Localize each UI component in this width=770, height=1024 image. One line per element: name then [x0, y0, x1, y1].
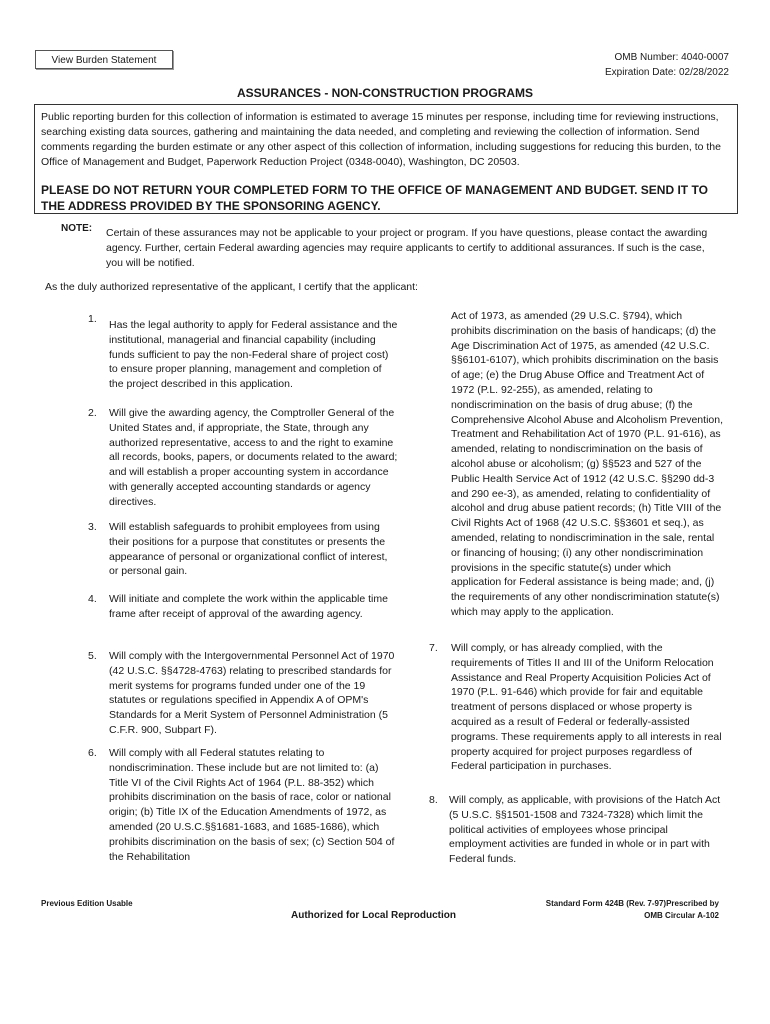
do-not-return-warning: PLEASE DO NOT RETURN YOUR COMPLETED FORM TO THE OFFICE OF MANAGEMENT AND BUDGET. SEND IT TO THE ADDRESS PROVIDED BY THE SPONSORING AGENCY.: [41, 183, 708, 213]
item-number: 3.: [88, 521, 97, 533]
assurance-item-8: Will comply, as applicable, with provisions of the Hatch Act (5 U.S.C. §§1501-1508 and 7324-7328) which limit the political activities of employees whose principal employment activities are funded in whole or in part with Federal funds.: [449, 794, 721, 866]
item-number: 4.: [88, 593, 97, 605]
view-burden-statement-button[interactable]: View Burden Statement: [35, 50, 173, 69]
certify-intro: As the duly authorized representative of the applicant, I certify that the applicant:: [45, 281, 418, 293]
assurance-item-1: Has the legal authority to apply for Federal assistance and the institutional, managerial and financial capability (including funds sufficient to pay the non-Federal share of project cost) to ensure proper planning, management and completion of the project described in this application.: [109, 319, 398, 391]
expiration-date: Expiration Date: 02/28/2022: [605, 67, 729, 78]
form-title: ASSURANCES - NON-CONSTRUCTION PROGRAMS: [236, 86, 533, 100]
burden-statement-text: Public reporting burden for this collection of information is estimated to average 15 minutes per response, including time for reviewing instructions, searching existing data sources, gathering and maintaining the data needed, and completing and reviewing the collection of information. Send comments regarding the burden estimate or any other aspect of this collection of information, including suggestions for reducing this burden, to the Office of Management and Budget, Paperwork Reduction Project (0348-0040), Washington, DC 20503.: [41, 111, 721, 168]
item-number: 2.: [88, 407, 97, 419]
reproduction-note: Authorized for Local Reproduction: [291, 910, 456, 921]
item-number: 1.: [88, 313, 97, 325]
assurance-item-6-continued: Act of 1973, as amended (29 U.S.C. §794), which prohibits discrimination on the basis of handicaps; (d) the Age Discrimination Act of 1975, as amended (42 U.S.C. §§6101-6107), which prohibits discrimination on the basis of age; (e) the Drug Abuse Office and Treatment Act of 1972 (P.L. 92-255), as amended, relating to nondiscrimination on the basis of drug abuse; (f) the Comprehensive Alcohol Abuse and Alcoholism Prevention, Treatment and Rehabilitation Act of 1970 (P.L. 91-616), as amended, relating to nondiscrimination on the basis of alcohol abuse or alcoholism; (g) §§523 and 527 of the Public Health Service Act of 1912 (42 U.S.C. §§290 dd-3 and 290 ee-3), as amended, relating to confidentiality of alcohol and drug abuse patient records; (h) Title VIII of the Civil Rights Act of 1968 (42 U.S.C. §§3601 et seq.), as amended, relating to nondiscrimination in the sale, rental or financing of housing; (i) any other nondiscrimination provisions in the specific statute(s) under which application for Federal assistance is being made; and, (j) the requirements of any other nondiscrimination statute(s) which may apply to the application.: [451, 310, 723, 618]
assurance-item-3: Will establish safeguards to prohibit employees from using their positions for a purpose that constitutes or presents the appearance of personal or organizational conflict of interest, or personal gain.: [109, 521, 388, 578]
form-identifier: Standard Form 424B (Rev. 7-97)Prescribed by OMB Circular A-102: [545, 899, 719, 920]
assurance-item-7: Will comply, or has already complied, with the requirements of Titles II and III of the Uniform Relocation Assistance and Real Property Acquisition Policies Act of 1970 (P.L. 91-646) which provide for fair and equitable treatment of persons displaced or whose property is acquired as a result of Federal or federally-assisted programs. These requirements apply to all interests in real property acquired for project purposes regardless of Federal participation in purchases.: [451, 642, 722, 773]
note-text: Certain of these assurances may not be applicable to your project or program. If you have questions, please contact the awarding agency. Further, certain Federal awarding agencies may require applicants to certify to additional assurances. If such is the case, you will be notified.: [106, 227, 708, 269]
assurance-item-4: Will initiate and complete the work within the applicable time frame after receipt of approval of the awarding agency.: [109, 593, 388, 620]
item-number: 8.: [429, 794, 438, 806]
note-label: NOTE:: [61, 223, 93, 234]
assurance-item-6: Will comply with all Federal statutes relating to nondiscrimination. These include but are not limited to: (a) Title VI of the Civil Rights Act of 1964 (P.L. 88-352) which prohibits discrimination on the basis of race, color or national origin; (b) Title IX of the Education Amendments of 1972, as amended (20 U.S.C.§§1681-1683, and 1685-1686), which prohibits discrimination on the basis of sex; (c) Section 504 of the Rehabilitation: [109, 747, 395, 863]
omb-info: [605, 50, 729, 80]
assurance-item-5: Will comply with the Intergovernmental Personnel Act of 1970 (42 U.S.C. §§4728-4763) relating to prescribed standards for merit systems for programs funded under one of the 19 statutes or regulations specified in Appendix A of OPM's Standards for a Merit System of Personnel Administration (5 C.F.R. 900, Subpart F).: [109, 650, 395, 736]
previous-edition-note: Previous Edition Usable: [41, 899, 133, 908]
assurance-item-2: Will give the awarding agency, the Comptroller General of the United States and, if appropriate, the State, through any authorized representative, access to and the right to examine all records, books, papers, or documents related to the award; and will establish a proper accounting system in accordance with generally accepted accounting standards or agency directives.: [109, 407, 398, 508]
item-number: 7.: [429, 642, 438, 654]
omb-number: OMB Number: 4040-0007: [614, 52, 729, 63]
item-number: 5.: [88, 650, 97, 662]
burden-statement-box: [34, 104, 738, 214]
item-number: 6.: [88, 747, 97, 759]
